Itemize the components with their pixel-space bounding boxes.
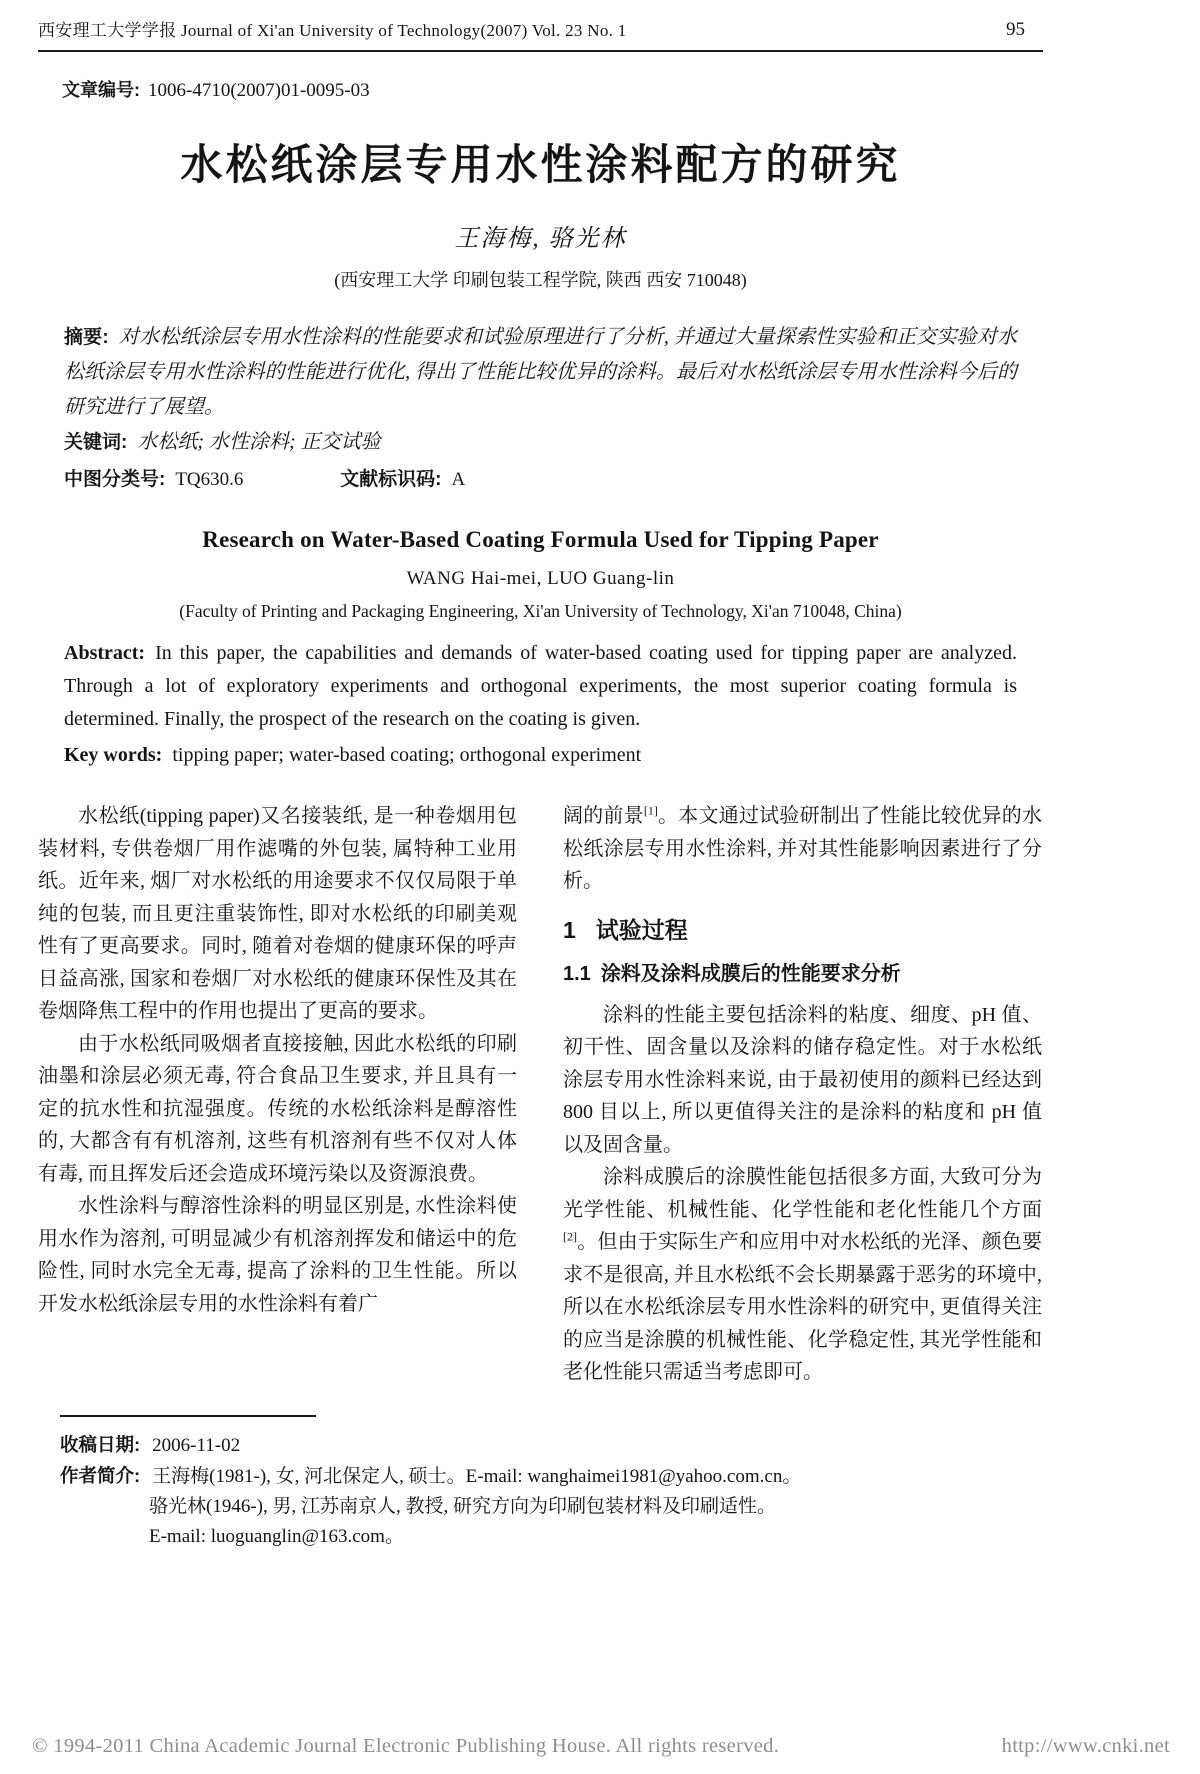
author-bio: 骆光林(1946-), 男, 江苏南京人, 教授, 研究方向为印刷包装材料及印刷适性。 [149, 1495, 776, 1517]
cnki-url: http://www.cnki.net [1001, 1735, 1170, 1757]
article-number-value: 1006-4710(2007)01-0095-03 [148, 80, 370, 101]
subsection-title: 涂料及涂料成膜后的性能要求分析 [600, 963, 901, 985]
author-bio-label: 作者简介: [60, 1464, 141, 1486]
right-column [563, 800, 1042, 1389]
subsection-number: 1.1 [563, 963, 591, 985]
abstract-en-label: Abstract: [64, 642, 146, 664]
section-number: 1 [563, 916, 576, 943]
keywords-en [38, 739, 1043, 772]
footnote-divider [60, 1415, 316, 1417]
author-bio [60, 1461, 1043, 1492]
affiliation-en: (Faculty of Printing and Packaging Engineering, Xi'an University of Technology, Xi'an 710048, China) [179, 601, 902, 621]
received-date-value: 2006-11-02 [152, 1434, 241, 1456]
paragraph: 水松纸(tipping paper)又名接装纸, 是一种卷烟用包装材料, 专供卷烟厂用作滤嘴的外包装, 属特种工业用纸。近年来, 烟厂对水松纸的用途要求不仅仅局限于单纯的包装, 而且更注重装饰性, 即对水松纸的印刷美观性有了更高要求。同时, 随着对卷烟的健康环保的呼声日益高涨, 国家和卷烟厂对水松纸的健康环保性及其在卷烟降焦工程中的作用也提出了更高的要求。 [38, 805, 517, 1022]
article-number-label: 文章编号: [62, 80, 140, 100]
doc-code-value: A [451, 469, 466, 490]
copyright-bar [32, 1735, 1170, 1758]
paragraph-text: 。本文通过试验研制出了性能比较优异的水松纸涂层专用水性涂料, 并对其性能影响因素进行了分析。 [563, 805, 1043, 892]
page-number: 95 [1006, 19, 1025, 40]
paragraph: 水性涂料与醇溶性涂料的明显区别是, 水性涂料使用水作为溶剂, 可明显减少有机溶剂挥发和储运中的危险性, 同时水完全无毒, 提高了涂料的卫生性能。所以开发水松纸涂层专用的水性涂料有着广 [38, 1195, 517, 1315]
affiliation-cn: (西安理工大学 印刷包装工程学院, 陕西 西安 710048) [334, 270, 747, 290]
keywords-en-text: tipping paper; water-based coating; orthogonal experiment [172, 744, 642, 766]
authors-cn: 王海梅, 骆光林 [454, 226, 627, 252]
keywords-en-label: Key words: [64, 744, 163, 766]
clc-line [38, 464, 1043, 491]
paragraph [563, 1161, 1042, 1389]
section-title: 试验过程 [595, 916, 688, 943]
left-column [38, 800, 517, 1389]
copyright-notice: © 1994-2011 China Academic Journal Electronic Publishing House. All rights reserved. [32, 1735, 780, 1757]
abstract-cn [38, 320, 1043, 425]
author-bio-email: E-mail: luoguanglin@163.com。 [149, 1525, 404, 1547]
keywords-cn-label: 关键词: [64, 432, 128, 453]
citation-ref-2: [2] [563, 1229, 577, 1244]
citation-ref-1: [1] [643, 803, 658, 818]
paragraph: 涂料的性能主要包括涂料的粘度、细度、pH 值、初干性、固含量以及涂料的储存稳定性。对于水松纸涂层专用水性涂料来说, 由于最初使用的颜料已经达到 800 目以上, 所以更值得关注的是涂料的粘度和 pH 值以及固含量。 [563, 1003, 1042, 1156]
paragraph [563, 800, 1042, 898]
journal-header [38, 16, 1043, 52]
paper-page [38, 0, 1043, 1552]
clc-label: 中图分类号: [64, 469, 166, 490]
abstract-en [38, 637, 1043, 736]
received-date [60, 1430, 1043, 1461]
subsection-heading-1-1 [563, 958, 1042, 991]
doc-code-label: 文献标识码: [340, 469, 442, 490]
paragraph-text: 。但由于实际生产和应用中对水松纸的光泽、颜色要求不是很高, 并且水松纸不会长期暴露于恶劣的环境中, 所以在水松纸涂层专用水性涂料的研究中, 更值得关注的应当是涂膜的机械性能、化学稳定性, 其光学性能和老化性能只需适当考虑即可。 [563, 1231, 1042, 1383]
paper-title-cn: 水松纸涂层专用水性涂料配方的研究 [180, 141, 901, 188]
clc-value: TQ630.6 [175, 469, 244, 490]
body-columns [38, 800, 1043, 1389]
keywords-cn-text: 水松纸; 水性涂料; 正交试验 [137, 431, 381, 453]
paragraph-text: 阔的前景 [563, 805, 644, 827]
article-number [62, 76, 1043, 102]
journal-title: 西安理工大学学报 Journal of Xi'an University of Technology(2007) Vol. 23 No. 1 [38, 21, 627, 40]
authors-en: WANG Hai-mei, LUO Guang-lin [406, 568, 675, 589]
paper-title-en: Research on Water-Based Coating Formula Used for Tipping Paper [202, 527, 879, 552]
section-heading-1 [563, 914, 1042, 947]
keywords-cn [38, 426, 1043, 459]
footnote-block [38, 1415, 1043, 1552]
author-bio-text: 王海梅(1981-), 女, 河北保定人, 硕士。E-mail: wanghaimei1981@yahoo.com.cn。 [152, 1465, 802, 1487]
received-date-label: 收稿日期: [60, 1433, 141, 1455]
abstract-cn-label: 摘要: [64, 327, 109, 348]
paragraph-text: 涂料成膜后的涂膜性能包括很多方面, 大致可分为光学性能、机械性能、化学性能和老化性能几个方面 [563, 1166, 1042, 1221]
abstract-cn-text: 对水松纸涂层专用水性涂料的性能要求和试验原理进行了分析, 并通过大量探索性实验和正交实验对水松纸涂层专用水性涂料的性能进行优化, 得出了性能比较优异的涂料。最后对水松纸涂层专用水性涂料今后的研究进行了展望。 [64, 326, 1018, 418]
paragraph: 由于水松纸同吸烟者直接接触, 因此水松纸的印刷油墨和涂层必须无毒, 符合食品卫生要求, 并且具有一定的抗水性和抗湿强度。传统的水松纸涂料是醇溶性的, 大都含有有机溶剂, 这些有机溶剂有些不仅对人体有毒, 而且挥发后还会造成环境污染以及资源浪费。 [38, 1032, 517, 1185]
abstract-en-text: In this paper, the capabilities and demands of water-based coating used for tipping paper are analyzed. Through a lot of exploratory experiments and orthogonal experiments, the most superior coating formula is determined. Finally, the prospect of the research on the coating is given. [64, 642, 1017, 730]
